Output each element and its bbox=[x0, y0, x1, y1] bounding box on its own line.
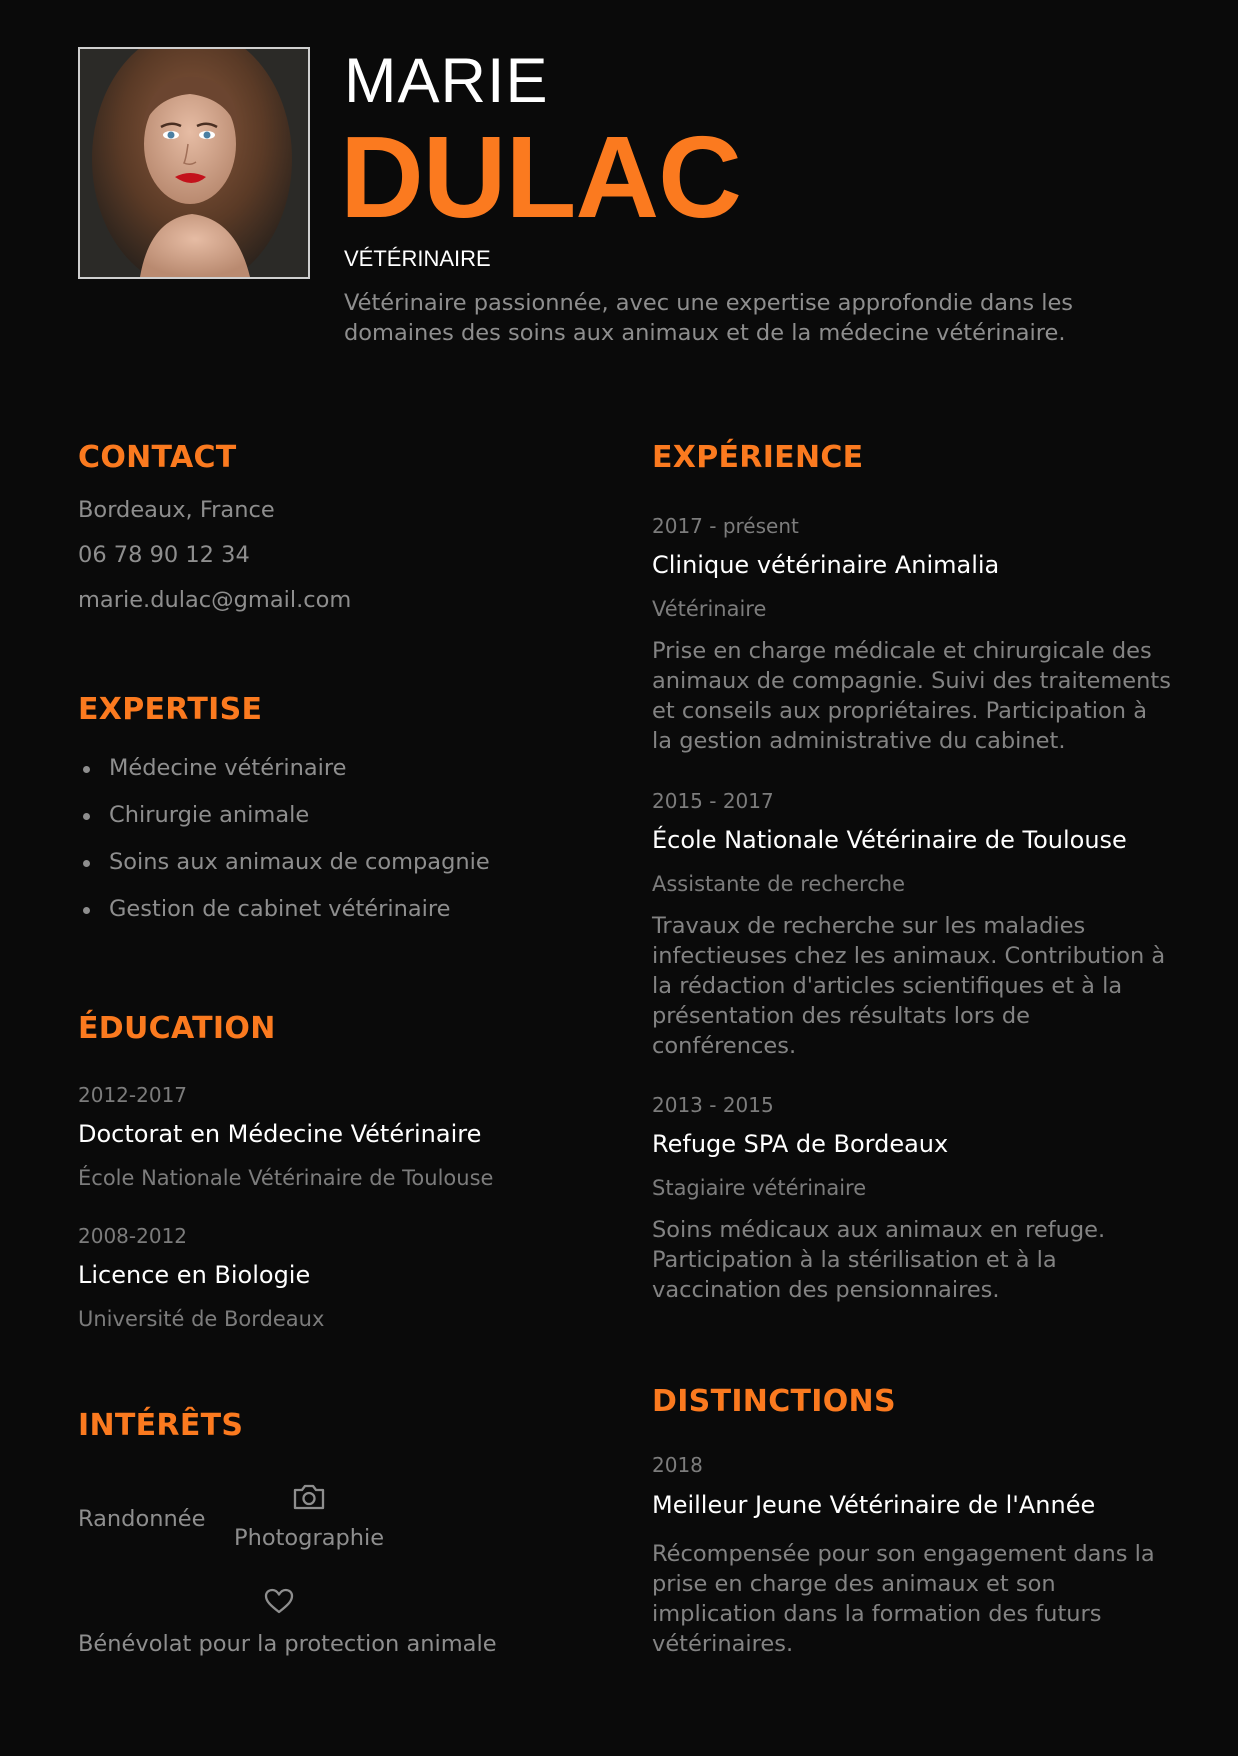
first-name: MARIE bbox=[344, 46, 549, 116]
expertise-item: Gestion de cabinet vétérinaire bbox=[109, 896, 451, 922]
experience-employer: Clinique vétérinaire Animalia bbox=[652, 551, 1000, 579]
bullet-dot bbox=[83, 813, 90, 820]
experience-role: Assistante de recherche bbox=[652, 872, 906, 896]
expertise-item: Chirurgie animale bbox=[109, 802, 310, 828]
experience-date: 2013 - 2015 bbox=[652, 1093, 774, 1117]
distinction-date: 2018 bbox=[652, 1453, 703, 1477]
distinction-description: Récompensée pour son engagement dans la prise en charge des animaux et son implication dans la formation des futurs vétérinaires. bbox=[652, 1541, 1155, 1657]
job-title: VÉTÉRINAIRE bbox=[344, 246, 491, 271]
interest-label: Bénévolat pour la protection animale bbox=[78, 1631, 497, 1657]
education-school: École Nationale Vétérinaire de Toulouse bbox=[78, 1166, 494, 1190]
profile-photo bbox=[78, 47, 310, 279]
interest-label: Randonnée bbox=[78, 1506, 206, 1532]
expertise-item: Soins aux animaux de compagnie bbox=[109, 849, 490, 875]
contact-phone[interactable]: 06 78 90 12 34 bbox=[78, 542, 250, 568]
education-heading: ÉDUCATION bbox=[78, 1011, 276, 1046]
heart-icon bbox=[263, 1587, 295, 1619]
experience-role: Vétérinaire bbox=[652, 597, 767, 621]
experience-date: 2015 - 2017 bbox=[652, 789, 774, 813]
contact-heading: CONTACT bbox=[78, 440, 237, 475]
experience-employer: Refuge SPA de Bordeaux bbox=[652, 1130, 949, 1158]
interests-heading: INTÉRÊTS bbox=[78, 1408, 244, 1443]
expertise-item: Médecine vétérinaire bbox=[109, 755, 347, 781]
education-degree: Licence en Biologie bbox=[78, 1261, 311, 1289]
experience-role: Stagiaire vétérinaire bbox=[652, 1176, 867, 1200]
page-edge bbox=[1238, 0, 1242, 1756]
profile-summary: Vétérinaire passionnée, avec une expertise approfondie dans les domaines des soins aux animaux et de la médecine vétérinaire. bbox=[344, 290, 1074, 346]
bullet-dot bbox=[83, 766, 90, 773]
education-school: Université de Bordeaux bbox=[78, 1307, 325, 1331]
experience-description: Travaux de recherche sur les maladies infectieuses chez les animaux. Contribution à la rédaction d'articles scientifiques et à la présentation des résultats lors de conférences. bbox=[652, 913, 1166, 1059]
distinctions-heading: DISTINCTIONS bbox=[652, 1384, 896, 1419]
distinction-title: Meilleur Jeune Vétérinaire de l'Année bbox=[652, 1491, 1096, 1519]
camera-icon bbox=[292, 1483, 326, 1515]
experience-description: Soins médicaux aux animaux en refuge. Participation à la stérilisation et à la vaccination des pensionnaires. bbox=[652, 1217, 1106, 1303]
education-date: 2008-2012 bbox=[78, 1224, 188, 1248]
education-date: 2012-2017 bbox=[78, 1083, 188, 1107]
bullet-dot bbox=[83, 907, 90, 914]
experience-date: 2017 - présent bbox=[652, 514, 799, 538]
last-name: DULAC bbox=[340, 112, 741, 242]
experience-description: Prise en charge médicale et chirurgicale des animaux de compagnie. Suivi des traitements et conseils aux propriétaires. Participation à la gestion administrative du cabinet. bbox=[652, 638, 1171, 754]
experience-heading: EXPÉRIENCE bbox=[652, 440, 864, 475]
contact-location: Bordeaux, France bbox=[78, 497, 275, 523]
contact-email[interactable]: marie.dulac@gmail.com bbox=[78, 587, 352, 613]
interest-label: Photographie bbox=[234, 1525, 385, 1551]
education-degree: Doctorat en Médecine Vétérinaire bbox=[78, 1120, 482, 1148]
expertise-heading: EXPERTISE bbox=[78, 692, 263, 727]
experience-employer: École Nationale Vétérinaire de Toulouse bbox=[652, 826, 1127, 854]
bullet-dot bbox=[83, 860, 90, 867]
